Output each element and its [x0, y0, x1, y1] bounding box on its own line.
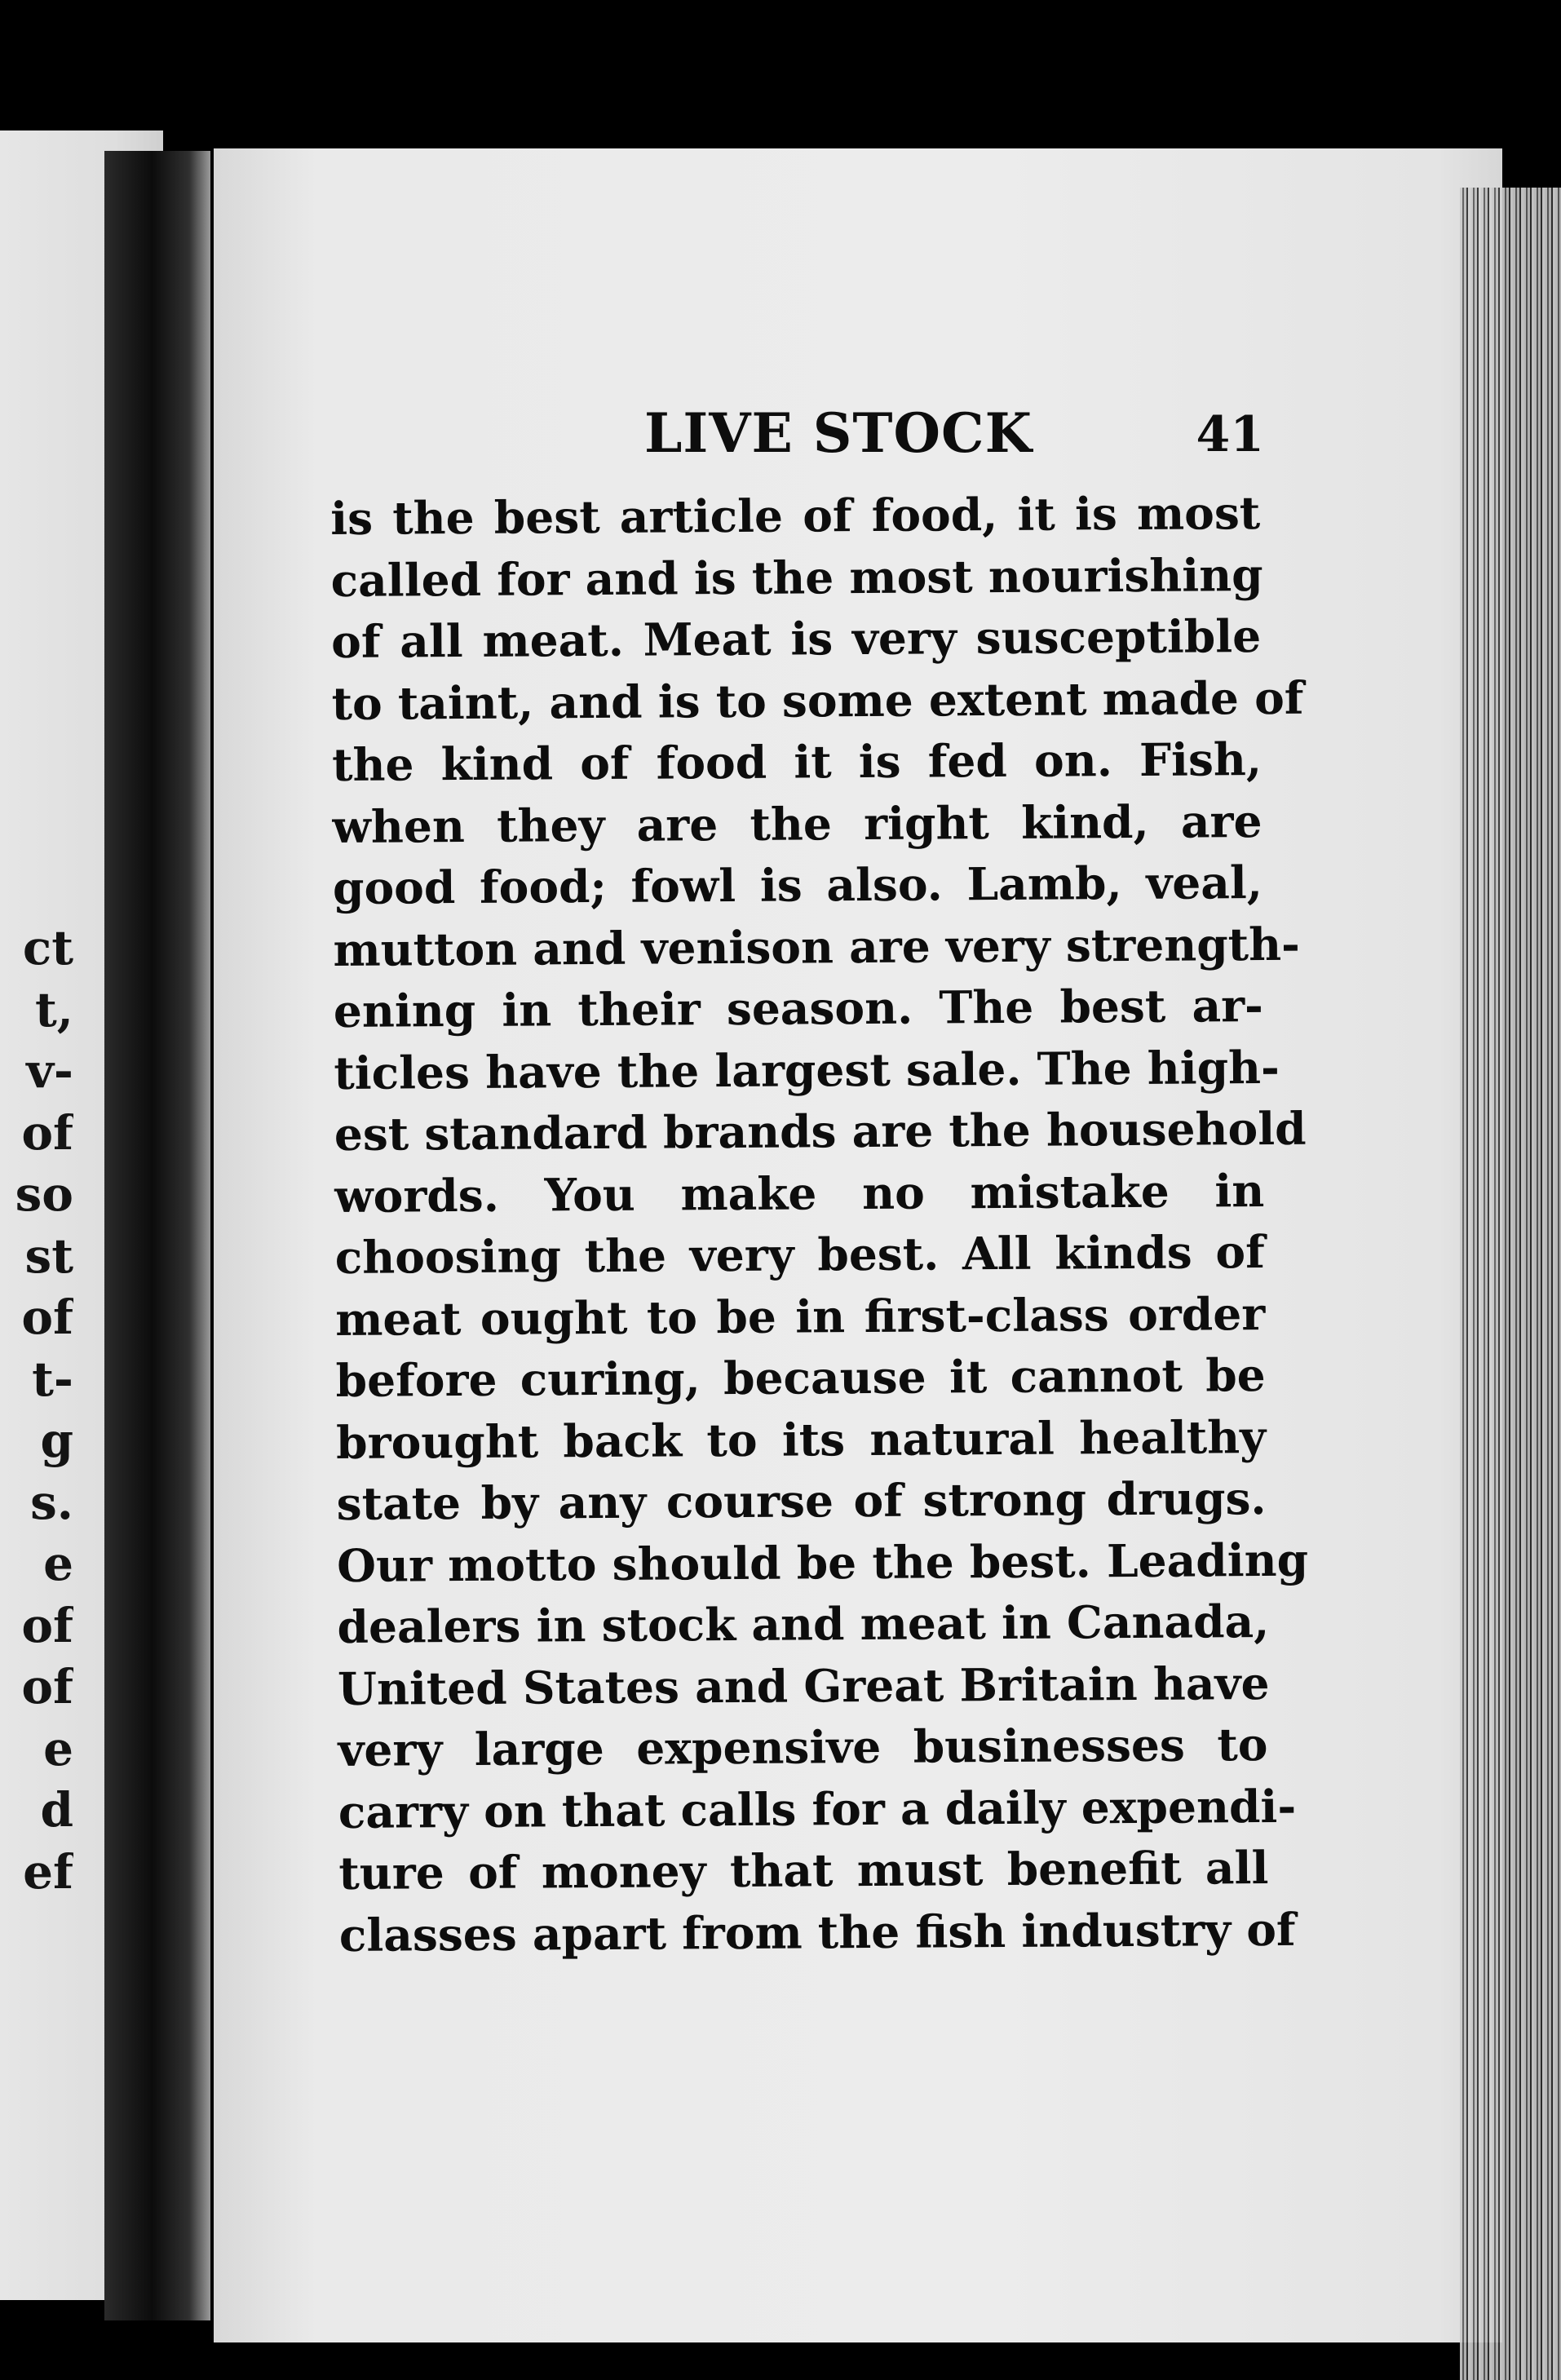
text-line: brought back to its natural healthy [335, 1409, 1267, 1469]
fragment-line: t, [35, 981, 73, 1037]
fragment-line: of [21, 1597, 73, 1653]
text-line: mutton and venison are very strength- [333, 917, 1301, 976]
text-line: dealers in stock and meat in Canada, [337, 1594, 1270, 1653]
fragment-line: v- [26, 1043, 73, 1099]
fragment-line: so [15, 1166, 73, 1222]
text-line: state by any course of strong drugs. [336, 1471, 1267, 1530]
text-line: classes apart from the fish industry of [338, 1902, 1296, 1962]
facing-page-text-fragments [0, 918, 73, 1903]
fragment-line: t- [32, 1351, 73, 1407]
fragment-line: s. [30, 1474, 73, 1530]
text-line: carry on that calls for a daily expendi- [338, 1779, 1297, 1838]
fragment-line: d [40, 1782, 73, 1838]
fragment-line: ct [22, 920, 73, 975]
text-line: words. You make no mistake in [334, 1163, 1265, 1223]
text-line: Our motto should be the best. Leading [336, 1533, 1309, 1592]
text-line: the kind of food it is fed on. Fish, [331, 732, 1263, 791]
book-binding-gutter [104, 151, 210, 2320]
fragment-line: g [40, 1413, 73, 1468]
page-edge-stack [1460, 188, 1561, 2380]
text-line: very large expensive businesses to [338, 1718, 1268, 1776]
fragment-line: of [21, 1659, 73, 1714]
text-line: called for and is the most nourishing [330, 547, 1263, 607]
text-line: est standard brands are the household [334, 1101, 1307, 1161]
fragment-line: st [24, 1228, 73, 1284]
fragment-line: e [43, 1720, 73, 1776]
text-line: is the best article of food, it is most [330, 486, 1261, 545]
text-line: ture of money that must benefit all [338, 1841, 1269, 1900]
fragment-line: e [43, 1536, 73, 1591]
page-header [644, 401, 1272, 467]
fragment-line: of [21, 1104, 73, 1161]
page-number: 41 [1196, 406, 1264, 463]
text-line: ticles have the largest sale. The high- [334, 1040, 1280, 1099]
running-head: LIVE STOCK [644, 401, 1033, 465]
text-line: choosing the very best. All kinds of [334, 1225, 1265, 1284]
body-text [330, 482, 1309, 1966]
text-line: to taint, and is to some extent made of [331, 670, 1304, 730]
fragment-line: ef [23, 1843, 73, 1900]
text-line: ening in their season. The best ar- [333, 979, 1264, 1037]
text-line: United States and Great Britain have [337, 1656, 1270, 1715]
text-line: meat ought to be in first-class order [335, 1286, 1266, 1346]
text-line: of all meat. Meat is very susceptible [330, 609, 1262, 668]
text-line: good food; fowl is also. Lamb, veal, [332, 856, 1263, 914]
fragment-line: of [21, 1290, 73, 1345]
text-line: before curing, because it cannot be [335, 1348, 1266, 1407]
text-line: when they are the right kind, are [332, 794, 1263, 853]
